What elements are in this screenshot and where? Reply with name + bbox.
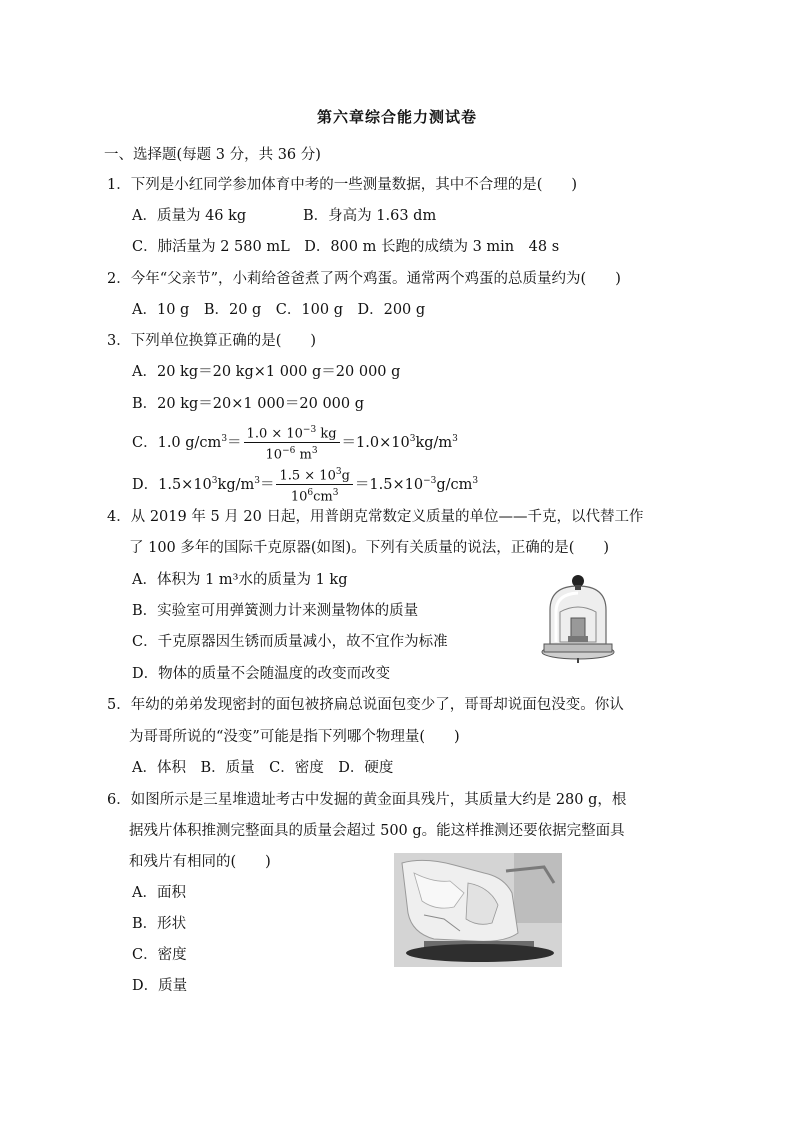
option-c-rhs: ＝1.0×10 [341, 434, 410, 451]
option-d-fraction: $\frac{1.5 \times 10^3g}{10^6cm^3}$ [276, 464, 352, 506]
question-4-option-c: C．千克原器因生锈而质量减小，故不宜作为标准 [132, 634, 448, 650]
question-6-stem-line1: 6．如图所示是三星堆遗址考古中发掘的黄金面具残片，其质量大约是 280 g，根 [107, 792, 627, 808]
option-c-rhs-unit: kg/m [415, 434, 453, 451]
gold-mask-illustration [394, 853, 562, 967]
question-5-stem-line1: 5．年幼的弟弟发现密封的面包被挤扁总说面包变少了，哥哥却说面包没变。你认 [107, 697, 624, 713]
option-d-rhs: ＝1.5×10 [354, 476, 424, 493]
page-title: 第六章综合能力测试卷 [316, 108, 477, 126]
question-2-stem: 2．今年“父亲节”，小莉给爸爸煮了两个鸡蛋。通常两个鸡蛋的总质量约为( ) [107, 271, 621, 287]
question-1-stem: 1．下列是小红同学参加体育中考的一些测量数据，其中不合理的是( ) [107, 177, 578, 193]
option-c-numerator: 1.0 × 10 [246, 426, 303, 442]
question-1-option-a: A．质量为 46 kg [132, 208, 247, 224]
question-5-options: A．体积 B．质量 C．密度 D．硬度 [132, 760, 394, 776]
option-d-denominator-unit: cm [313, 489, 333, 505]
option-d-rhs-unit: g/cm [436, 476, 473, 493]
question-3-option-a: A．20 kg＝20 kg×1 000 g＝20 000 g [132, 364, 401, 380]
question-4-stem-line2: 了 100 多年的国际千克原器(如图)。下列有关质量的说法，正确的是( ) [129, 540, 610, 556]
question-4-option-d: D．物体的质量不会随温度的改变而改变 [132, 666, 391, 682]
option-d-numerator-unit: g [341, 468, 350, 484]
question-6-stem-line2: 据残片体积推测完整面具的质量会超过 500 g。能这样推测还要依据完整面具 [129, 823, 625, 839]
question-6-option-b: B．形状 [132, 916, 187, 932]
question-6-option-c: C．密度 [132, 947, 187, 963]
question-3-option-d: D．$1.5\times 10^3kg/m^3=$ $\frac{1.5 \times 10^3g}{10^6cm^3}$ $=1.5\times 10^{-3}g/cm^3$ [132, 462, 478, 506]
option-d-lhs: D．1.5×10 [132, 476, 212, 493]
question-2-options: A．10 g B．20 g C．100 g D．200 g [132, 302, 426, 318]
question-4-option-b: B．实验室可用弹簧测力计来测量物体的质量 [132, 603, 419, 619]
question-4-stem-line1: 4．从 2019 年 5 月 20 日起，用普朗克常数定义质量的单位——千克，以代替工作 [107, 509, 644, 525]
question-3-stem: 3．下列单位换算正确的是( ) [107, 333, 317, 349]
option-d-numerator: 1.5 × 10 [279, 468, 336, 484]
question-3-option-c: C．1.0 $g/cm^3=$ $\frac{1.0 \times 10^{-3} kg}{10^{-6} m^3}$ $=1.0\times 10^3kg/m^3$ [132, 420, 458, 464]
section-heading: 一、选择题(每题 3 分，共 36 分) [104, 147, 321, 163]
option-c-numerator-unit: kg [320, 426, 337, 442]
question-1-option-b: B．身高为 1.63 dm [303, 208, 437, 224]
question-4-option-a: A．体积为 1 m³水的质量为 1 kg [132, 572, 348, 588]
question-6-option-a: A．面积 [132, 885, 186, 901]
gold-mask-photo [394, 853, 562, 967]
option-d-lhs-unit: kg/m [217, 476, 255, 493]
question-5-stem-line2: 为哥哥所说的“没变”可能是指下列哪个物理量( ) [129, 729, 460, 745]
kilogram-prototype-image [538, 572, 618, 664]
option-c-denominator: 10 [265, 447, 283, 463]
question-3-option-b: B．20 kg＝20×1 000＝20 000 g [132, 396, 365, 412]
option-c-lhs: C．1.0 g/cm [132, 434, 222, 451]
question-1-option-cd: C．肺活量为 2 580 mL D．800 m 长跑的成绩为 3 min 48 s [132, 239, 560, 255]
option-c-denominator-unit: m [299, 447, 312, 463]
question-6-stem-line3: 和残片有相同的( ) [129, 854, 271, 870]
option-d-denominator: 10 [290, 489, 308, 505]
question-6-option-d: D．质量 [132, 978, 188, 994]
option-c-fraction: $\frac{1.0 \times 10^{-3} kg}{10^{-6} m^3}$ [244, 422, 340, 464]
